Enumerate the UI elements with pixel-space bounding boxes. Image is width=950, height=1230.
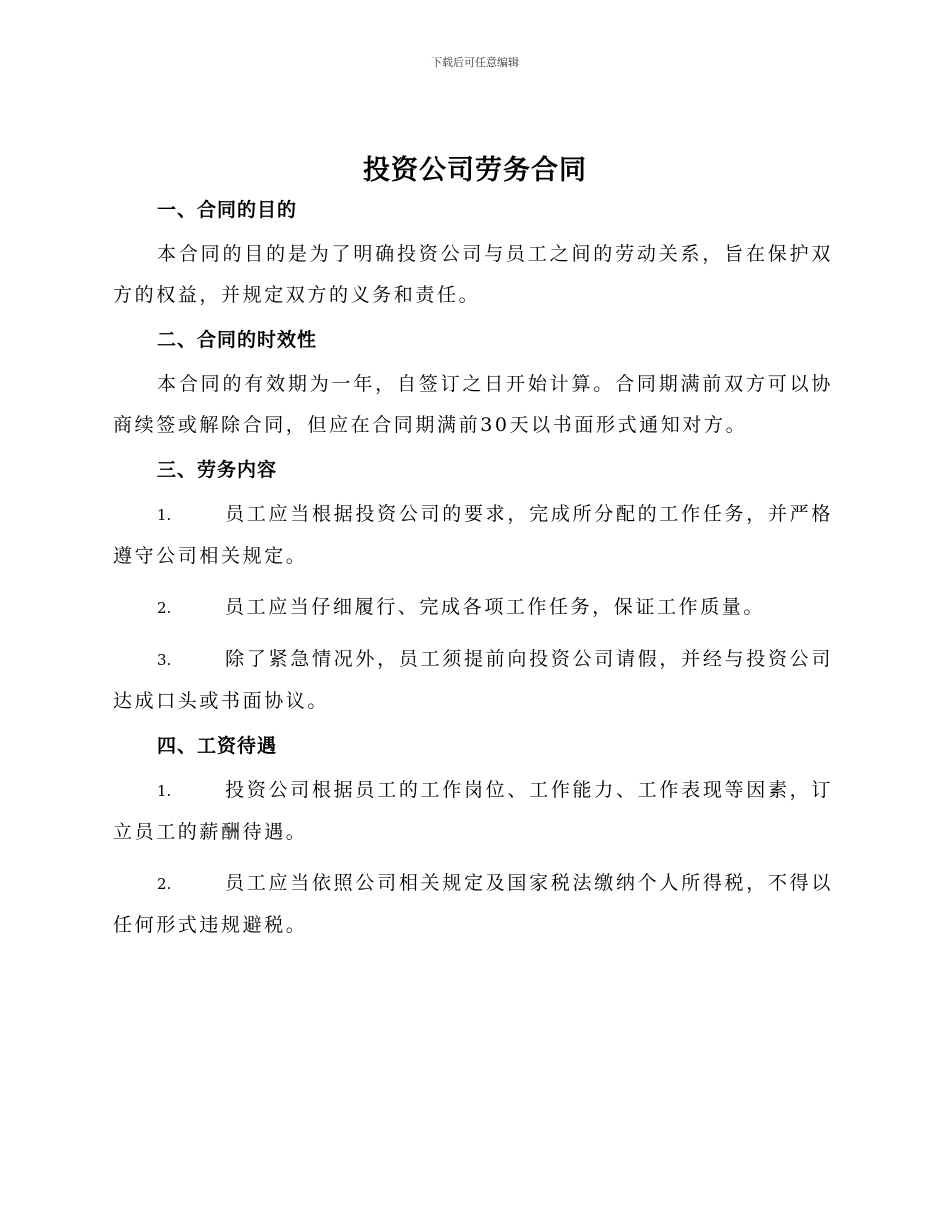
section-heading-salary: 四、工资待遇 — [157, 735, 278, 757]
section-heading-service-content: 三、劳务内容 — [157, 459, 278, 481]
list-item-number: 3. — [157, 651, 172, 669]
list-item — [113, 863, 833, 946]
list-item — [113, 770, 833, 853]
list-item-text: 投资公司根据员工的工作岗位、工作能力、工作表现等因素，订立员工的薪酬待遇。 — [113, 779, 833, 843]
section-paragraph-validity: 本合同的有效期为一年，自签订之日开始计算。合同期满前双方可以协商续签或解除合同，但应在合同期满前30天以书面形式通知对方。 — [113, 373, 833, 436]
list-item-text: 员工应当仔细履行、完成各项工作任务，保证工作质量。 — [225, 596, 766, 618]
list-item — [113, 494, 833, 577]
list-item-text: 员工应当根据投资公司的要求，完成所分配的工作任务，并严格遵守公司相关规定。 — [113, 503, 833, 567]
list-item — [113, 639, 833, 722]
list-item-text: 员工应当依照公司相关规定及国家税法缴纳个人所得税，不得以任何形式违规避税。 — [113, 872, 833, 936]
list-item — [113, 587, 833, 629]
list-item-text: 除了紧急情况外，员工须提前向投资公司请假，并经与投资公司达成口头或书面协议。 — [113, 648, 833, 712]
section-heading-validity: 二、合同的时效性 — [157, 329, 318, 351]
document-body — [113, 196, 833, 946]
list-item-number: 1. — [157, 782, 172, 800]
list-item-number: 2. — [157, 875, 172, 893]
section-paragraph-purpose: 本合同的目的是为了明确投资公司与员工之间的劳动关系，旨在保护双方的权益，并规定双方的义务和责任。 — [113, 243, 833, 306]
section-heading-purpose: 一、合同的目的 — [157, 199, 298, 221]
header-note: 下载后可任意编辑 — [431, 56, 519, 69]
list-item-number: 2. — [157, 599, 172, 617]
document-title: 投资公司劳务合同 — [363, 155, 587, 186]
list-item-number: 1. — [157, 506, 172, 524]
